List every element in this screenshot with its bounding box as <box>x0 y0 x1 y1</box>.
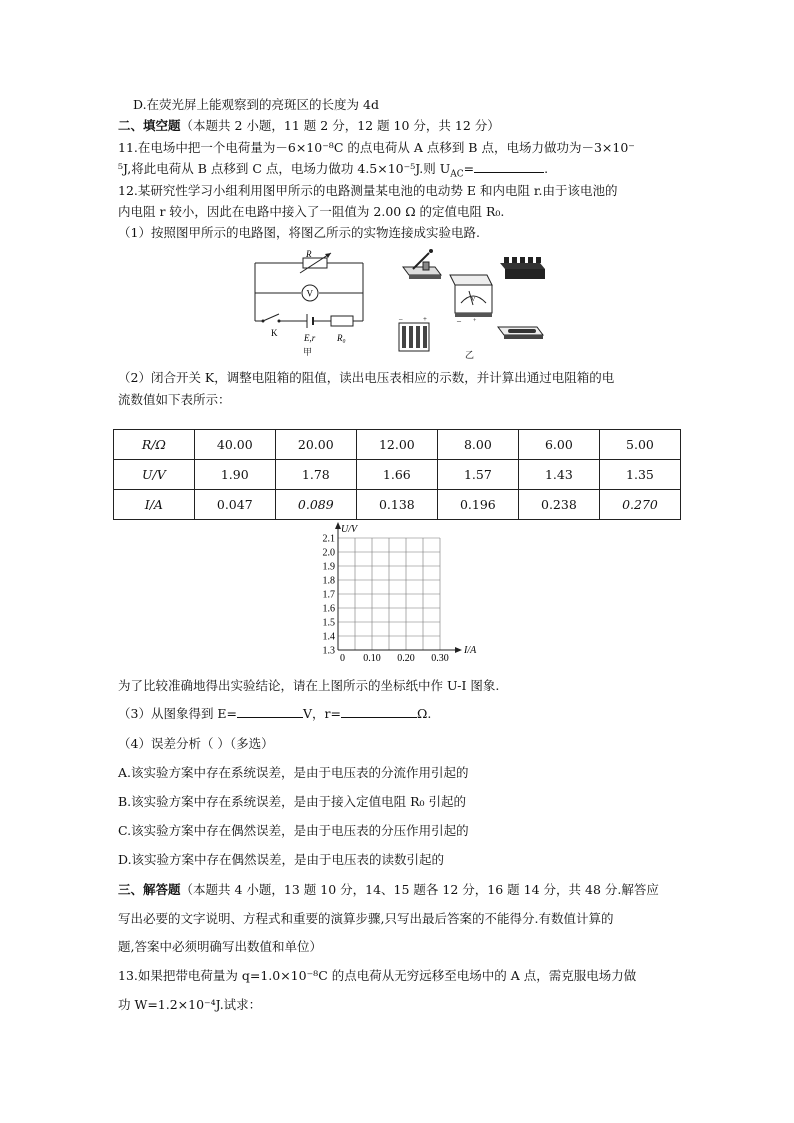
q13-line2: 功 W=1.2×10⁻⁴J.试求： <box>118 997 262 1012</box>
label-er: E,r <box>304 333 316 343</box>
y-tick-label: 2.0 <box>322 547 335 559</box>
table-cell: R/Ω <box>114 430 195 460</box>
table-cell: 8.00 <box>437 430 518 460</box>
section-3-note-1: （本题共 4 小题，13 题 10 分，14、15 题各 12 分，16 题 14 分，共 48 分.解答应 <box>180 882 659 897</box>
x-axis-arrow <box>455 647 462 653</box>
table-cell: 1.66 <box>356 460 437 490</box>
part3-r-label: V，r= <box>303 706 342 721</box>
y-tick-label: 1.4 <box>322 631 335 643</box>
y-tick-label: 1.8 <box>322 575 335 587</box>
y-tick-label: 1.5 <box>322 617 335 629</box>
q12-line2: 内电阻 r 较小，因此在电路中接入了一阻值为 2.00 Ω 的定值电阻 R₀. <box>118 204 505 219</box>
option-b: B.该实验方案中存在系统误差，是由于接入定值电阻 R₀ 引起的 <box>118 794 467 809</box>
fixed-resistor-device <box>498 327 543 339</box>
label-k: K <box>271 328 278 338</box>
section-3-header <box>118 881 659 899</box>
option-d-prev: D.在荧光屏上能观察到的亮斑区的长度为 4d <box>133 97 379 112</box>
part3-e-label: （3）从图象得到 E= <box>118 706 238 721</box>
data-table <box>113 429 681 520</box>
label-r: R <box>306 249 312 259</box>
option-d: D.该实验方案中存在偶然误差，是由于电压表的读数引起的 <box>118 852 445 867</box>
y-axis-label: U/V <box>341 524 358 535</box>
option-a: A.该实验方案中存在系统误差，是由于电压表的分流作用引起的 <box>118 765 469 780</box>
q12-part2-line2: 流数值如下表所示： <box>118 392 231 407</box>
svg-text:–: – <box>399 315 403 323</box>
option-c: C.该实验方案中存在偶然误差，是由于电压表的分压作用引起的 <box>118 823 469 838</box>
section-2-title: 二、填空题 <box>118 118 181 133</box>
section-3-note-3: 题,答案中必须明确写出数值和单位） <box>118 939 322 954</box>
x-axis-label: I/A <box>464 645 477 656</box>
resistance-box <box>500 257 545 279</box>
table-cell: 0.047 <box>194 490 275 520</box>
q11-sub: AC <box>450 169 464 180</box>
table-cell: I/A <box>114 490 195 520</box>
table-row-r <box>114 430 681 460</box>
q12-part1: （1）按照图甲所示的电路图，将图乙所示的实物连接成实验电路. <box>118 225 480 240</box>
y-tick-label: 1.7 <box>322 589 335 601</box>
x-tick-label: 0 <box>340 653 345 664</box>
table-cell: 1.90 <box>194 460 275 490</box>
q12-part2-line1: （2）闭合开关 K，调整电阻箱的阻值，读出电压表相应的示数，并计算出通过电阻箱的电 <box>118 370 615 385</box>
voltmeter-device <box>450 275 492 325</box>
svg-text:V: V <box>471 297 476 303</box>
table-row-u <box>114 460 681 490</box>
jia-label: 甲 <box>303 348 313 358</box>
svg-text:+: + <box>473 318 477 324</box>
table-cell: 0.270 <box>599 490 680 520</box>
ui-graph-paper[interactable] <box>300 522 490 667</box>
q11-eq: = <box>463 161 475 176</box>
y-tick-label: 1.3 <box>322 645 335 657</box>
table-cell: 6.00 <box>518 430 599 460</box>
table-cell: 0.238 <box>518 490 599 520</box>
svg-text:–: – <box>457 316 461 325</box>
x-tick-label: 0.20 <box>397 653 415 664</box>
table-cell: 0.138 <box>356 490 437 520</box>
section-3-note-2: 写出必要的文字说明、方程式和重要的演算步骤,只写出最后答案的不能得分.有数值计算的 <box>118 911 614 926</box>
svg-text:+: + <box>423 315 427 323</box>
table-cell: 5.00 <box>599 430 680 460</box>
part3-unit: Ω. <box>417 706 432 721</box>
label-r0: R₀ <box>337 333 346 343</box>
y-tick-label: 1.6 <box>322 603 335 615</box>
q11-line2-pre: ⁵J,将此电荷从 B 点移到 C 点，电场力做功 4.5×10⁻⁵J.则 U <box>118 161 451 176</box>
section-2-note: （本题共 2 小题，11 题 2 分，12 题 10 分，共 12 分） <box>180 118 500 133</box>
table-cell: 1.78 <box>275 460 356 490</box>
x-tick-label: 0.30 <box>431 653 449 664</box>
x-tick-label: 0.10 <box>363 653 381 664</box>
label-v: V <box>306 288 313 299</box>
table-cell: 0.196 <box>437 490 518 520</box>
y-tick-label: 2.1 <box>322 533 335 545</box>
e-answer-blank[interactable] <box>237 705 303 718</box>
battery-device <box>398 315 429 351</box>
table-cell: 0.089 <box>275 490 356 520</box>
section-3-title: 三、解答题 <box>118 882 181 897</box>
table-cell: 1.35 <box>599 460 680 490</box>
q13-line1: 13.如果把带电荷量为 q=1.0×10⁻⁸C 的点电荷从无穷远移至电场中的 A 点，需克服电场力做 <box>118 968 637 983</box>
yi-label: 乙 <box>465 351 475 361</box>
q11-answer-blank[interactable] <box>474 160 544 173</box>
q12-line1: 12.某研究性学习小组利用图甲所示的电路测量某电池的电动势 E 和内电阻 r.由于该电池的 <box>118 183 618 198</box>
y-tick-label: 1.9 <box>322 561 335 573</box>
table-cell: 1.57 <box>437 460 518 490</box>
q12-part4: （4）误差分析（ ）（多选） <box>118 736 274 751</box>
q11-line1: 11.在电场中把一个电荷量为－6×10⁻⁸C 的点电荷从 A 点移到 B 点，电场力做功为－3×10⁻ <box>118 140 635 155</box>
table-cell: 1.43 <box>518 460 599 490</box>
q11-line2 <box>118 160 548 184</box>
q12-part3 <box>118 705 431 723</box>
apparatus-yi <box>395 245 550 360</box>
table-cell: 12.00 <box>356 430 437 460</box>
circuit-diagram-jia <box>245 248 370 358</box>
r-answer-blank[interactable] <box>341 705 417 718</box>
table-row-i <box>114 490 681 520</box>
q12-after-graph: 为了比较准确地得出实验结论，请在上图所示的坐标纸中作 U-I 图象. <box>118 678 500 693</box>
knife-switch <box>403 249 441 279</box>
q11-end: . <box>544 161 549 176</box>
table-cell: 40.00 <box>194 430 275 460</box>
section-2-header <box>118 117 500 135</box>
table-cell: 20.00 <box>275 430 356 460</box>
table-cell: U/V <box>114 460 195 490</box>
r0-symbol <box>331 316 353 326</box>
